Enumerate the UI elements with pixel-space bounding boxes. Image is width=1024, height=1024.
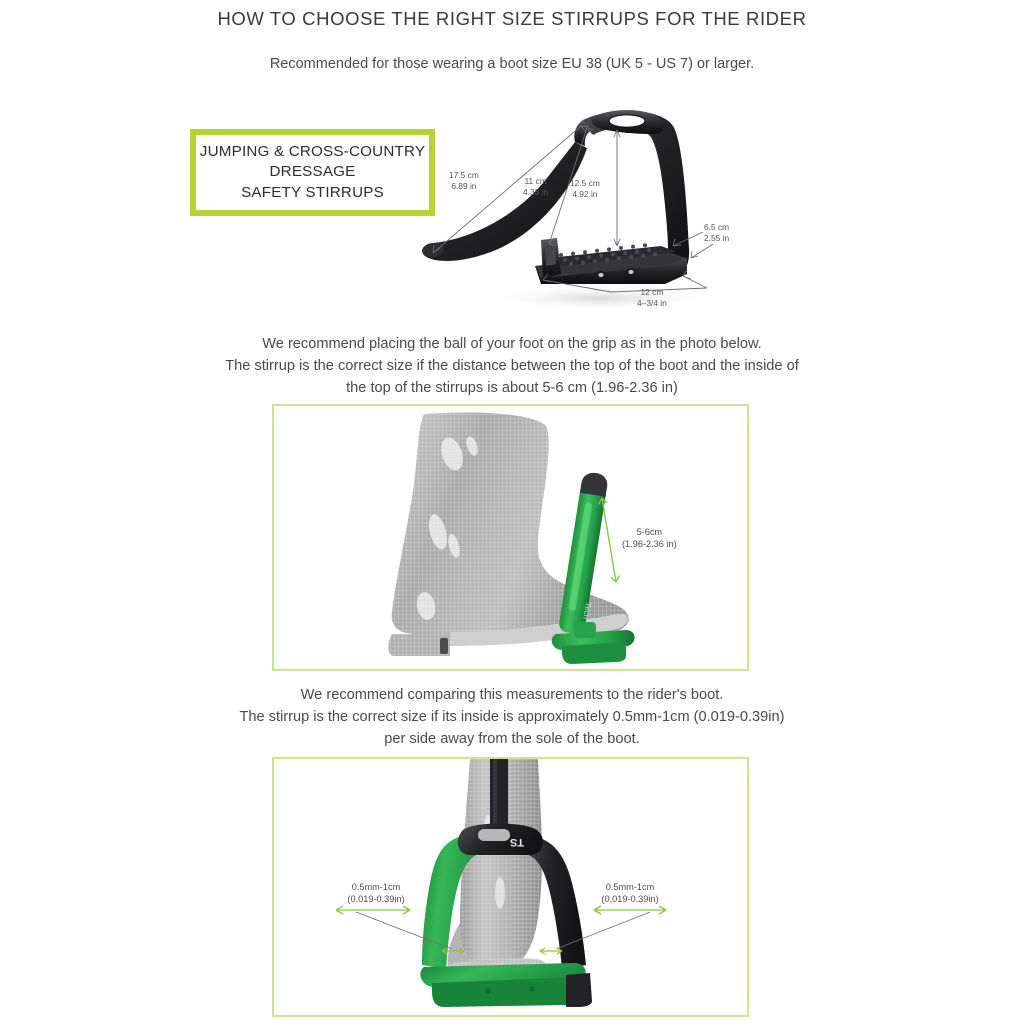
dim-tread-to-top-in: 4.33 in (523, 187, 549, 198)
photo-dim-left-gap-cm: 0.5mm-1cm (351, 882, 401, 892)
dimension-arrow-right (594, 906, 666, 914)
page-title: HOW TO CHOOSE THE RIGHT SIZE STIRRUPS FOR THE RIDER (217, 8, 807, 29)
photo-dim-5-6cm-in: (1.96-2.36 in) (622, 539, 677, 550)
photo-dim-right-gap-in: (0.019-0.39in) (601, 894, 659, 905)
callout-line-dressage: DRESSAGE (269, 163, 356, 181)
instruction-low-line-2: The stirrup is the correct size if its inside is approximately 0.5mm-1cm (0.019-0.39in) (239, 709, 785, 726)
dimension-arrow-left (336, 906, 410, 914)
instruction-mid-line-2: The stirrup is the correct size if the distance between the top of the boot and the inside of (225, 358, 799, 375)
instruction-paragraph-middle (0, 333, 1024, 400)
dim-inner-height-in: 4.92 in (572, 189, 598, 200)
dim-tread-width (637, 287, 667, 309)
photo-dim-left-gap-in: (0.019-0.39in) (347, 894, 405, 905)
gap-arrow-right (540, 948, 562, 954)
instruction-low-line-3: per side away from the sole of the boot. (384, 731, 640, 748)
instruction-paragraph-lower (0, 684, 1024, 751)
discipline-callout-box (190, 129, 435, 216)
dim-branch-length-in: 6.89 in (451, 181, 477, 192)
dim-tread-to-top (523, 176, 548, 198)
photo-dim-right-gap (578, 881, 682, 906)
dim-branch-length-cm: 17.5 cm (449, 170, 479, 180)
photo-dim-right-gap-cm: 0.5mm-1cm (605, 882, 655, 892)
callout-line-jumping: JUMPING & CROSS-COUNTRY (199, 142, 426, 160)
dim-tread-width-in: 4–3/4 in (637, 298, 667, 309)
green-stirrup-branch (552, 471, 635, 664)
dim-branch-length (449, 170, 479, 192)
stirrup-technical-diagram (415, 98, 775, 323)
photo-panel-front-view (272, 757, 749, 1017)
instruction-low-line-1: We recommend comparing this measurements to the rider's boot. (300, 687, 724, 703)
page-subtitle: Recommended for those wearing a boot size EU 38 (UK 5 - US 7) or larger. (269, 56, 755, 72)
stirrup-product-illustration (415, 98, 775, 323)
photo-panel-side-view (272, 404, 749, 671)
stirrup-ts-logo: TS (509, 836, 524, 848)
callout-line-safety: SAFETY STIRRUPS (241, 183, 384, 201)
dim-tread-depth-cm: 6.5 cm (704, 222, 730, 232)
dim-tread-depth-in: 2.55 in (704, 233, 730, 244)
instruction-mid-line-3: the top of the stirrups is about 5-6 cm (1.96-2.36 in) (346, 380, 678, 397)
dim-tread-depth (704, 222, 729, 244)
photo-dim-left-gap (324, 881, 428, 906)
dim-tread-width-cm: 12 cm (640, 287, 664, 297)
dim-inner-height-cm: 12.5 cm (570, 178, 600, 188)
photo-dim-5-6cm-cm: 5-6cm (636, 527, 663, 537)
instruction-mid-line-1: We recommend placing the ball of your foot on the grip as in the photo below. (262, 336, 762, 352)
dim-inner-height (570, 178, 600, 200)
dim-tread-to-top-cm: 11 cm (524, 176, 547, 186)
photo-dim-5-6cm (622, 526, 677, 551)
